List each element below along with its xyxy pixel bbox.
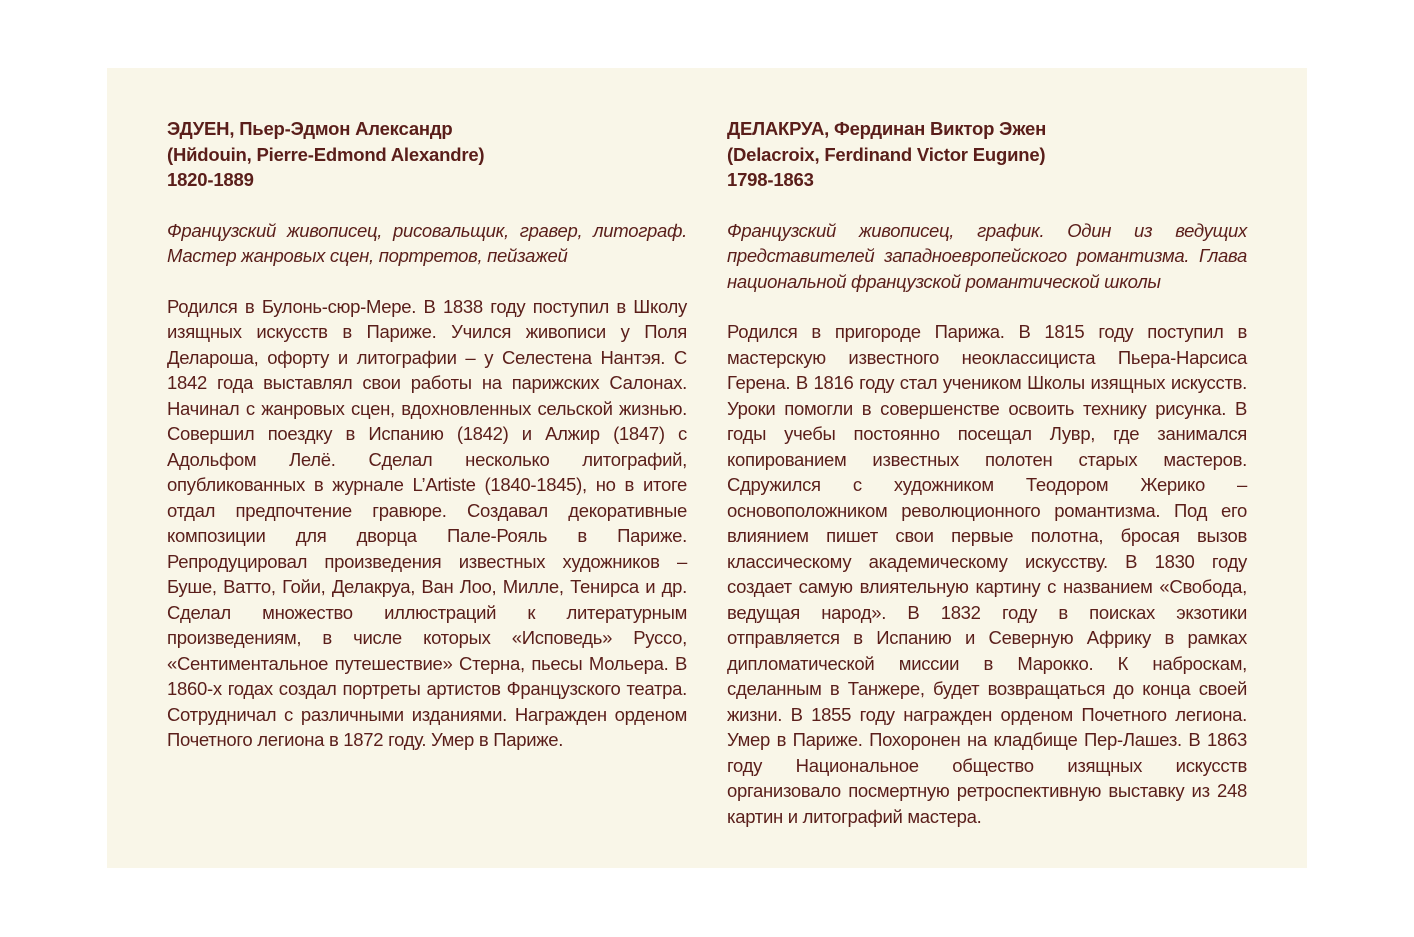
- artist-name: ДЕЛАКРУА, Фердинан Виктор Эжен: [727, 118, 1047, 139]
- artist-biography: Родился в пригороде Парижа. В 1815 году поступил в мастерскую известного неоклассициста Пьера-Нарсиса Герена. В 1816 году стал учеником Школы изящных искусств. Уроки помогли в совершенстве освоить технику рисунка. В годы учебы постоянно посещал Лувр, где занимался копированием известных полотен старых мастеров. Сдружился с художником Теодором Жерико – основоположником революционного романтизма. Под его влиянием пишет свои первые полотна, бросая вызов классическому академическому искусству. В 1830 году создает самую влиятельную картину с названием «Свобода, ведущая народ». В 1832 году в поисках экзотики отправляется в Испанию и Северную Африку в рамках дипломатической миссии в Марокко. К наброскам, сделанным в Танжере, будет возвращаться до конца своей жизни. В 1855 году награжден орденом Почетного легиона. Умер в Париже. Похоронен на кладбище Пер-Лашез. В 1863 году Национальное общество изящных искусств организовало посмертную ретроспективную выставку из 248 картин и литографий мастера.: [727, 321, 1247, 827]
- artist-original-name: (Hйdouin, Pierre-Edmond Alexandre): [167, 143, 485, 165]
- artist-years: 1798-1863: [727, 169, 814, 190]
- artist-years: 1820-1889: [167, 169, 254, 190]
- artist-heading: [727, 116, 1247, 193]
- artist-name: ЭДУЕН, Пьер-Эдмон Александр: [167, 118, 453, 139]
- artist-description: Французский живописец, рисовальщик, гравер, литограф. Мастер жанровых сцен, портретов, пейзажей: [167, 219, 687, 266]
- artist-biography: Родился в Булонь-сюр-Мере. В 1838 году поступил в Школу изящных искусств в Париже. Учился живописи у Поля Делароша, офорту и литографии – у Селестена Нантэя. С 1842 года выставлял свои работы на парижских Салонах. Начинал с жанровых сцен, вдохновленных сельской жизнью. Совершил поездку в Испанию (1842) и Алжир (1847) с Адольфом Лелё. Сделал несколько литографий, опубликованных в журнале L’Artiste (1840-1845), но в итоге отдал предпочтение гравюре. Создавал декоративные композиции для дворца Пале-Рояль в Париже. Репродуцировал произведения известных художников – Буше, Ватто, Гойи, Делакруа, Ван Лоо, Милле, Тенирса и др. Сделал множество иллюстраций к литературным произведениям, в числе которых «Исповедь» Руссо, «Сентиментальное путешествие» Стерна, пьесы Мольера. В 1860-х годах создал портреты артистов Французского театра. Сотрудничал с различными изданиями. Награжден орденом Почетного легиона в 1872 году. Умер в Париже.: [167, 295, 687, 750]
- artist-description: Французский живописец, график. Один из ведущих представителей западноевропейского романтизма. Глава национальной французской романтической школы: [727, 219, 1247, 292]
- artist-heading: [167, 116, 687, 193]
- artist-original-name: (Delacroix, Ferdinand Victor Eugиne): [727, 143, 1046, 165]
- page-background: [107, 68, 1307, 868]
- artist-entry-hedouin: [167, 116, 687, 753]
- artist-entry-delacroix: [727, 116, 1247, 829]
